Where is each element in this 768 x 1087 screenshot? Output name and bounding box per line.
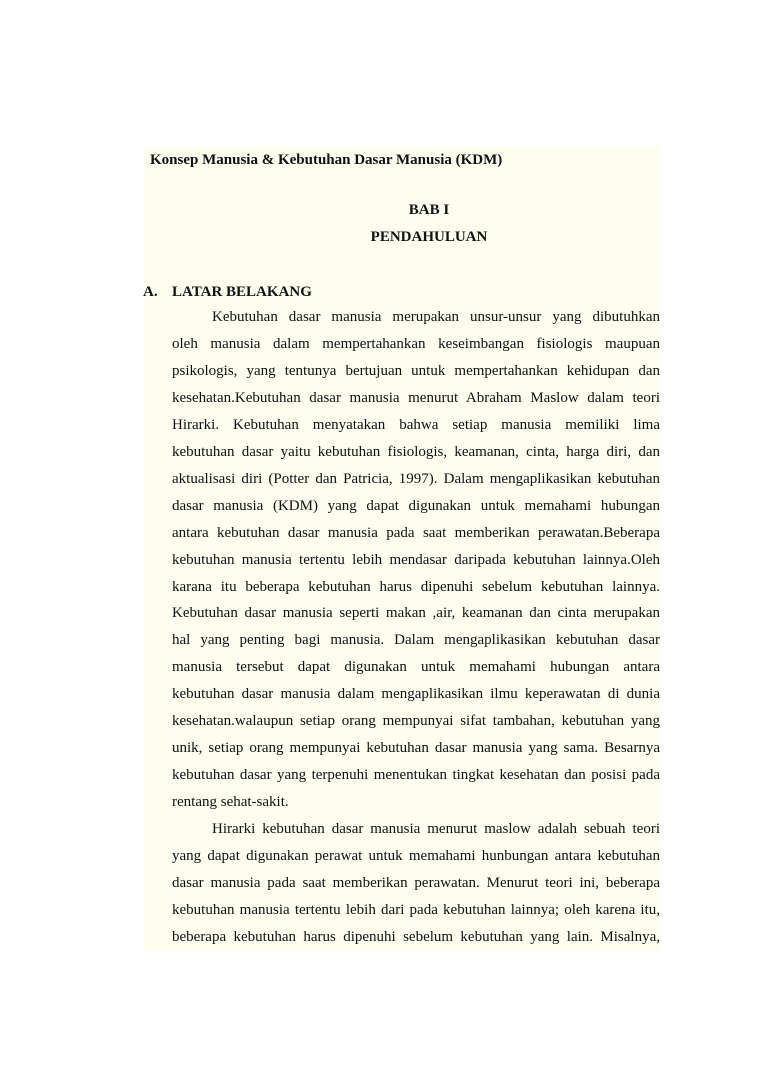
text-line: beberapa kebutuhan harus dipenuhi sebelum kebutuhan yang lain. Misalnya, (172, 928, 660, 945)
chapter-title: PENDAHULUAN (370, 229, 488, 245)
text-line: aktualisasi diri (Potter dan Patricia, 1997). Dalam mengaplikasikan kebutuhan (172, 470, 660, 487)
text-line: kebutuhan dasar yang terpenuhi menentukan tingkat kesehatan dan posisi pada (172, 767, 660, 784)
text-line: dasar manusia pada saat memberikan perawatan. Menurut teori ini, beberapa (172, 875, 660, 892)
text-line: Hirarki. Kebutuhan menyatakan bahwa setiap manusia memiliki lima (172, 416, 660, 433)
text-line: unik, setiap orang mempunyai kebutuhan dasar manusia yang sama. Besarnya (172, 740, 660, 757)
spacer (144, 251, 660, 280)
paragraph-2 (144, 816, 660, 951)
text-line: Kebutuhan dasar manusia seperti makan ,air, keamanan dan cinta merupakan (172, 605, 660, 622)
section-letter: A. (143, 284, 158, 300)
text-line: psikologis, yang tentunya bertujuan untuk mempertahankan kehidupan dan (172, 362, 660, 379)
chapter-number: BAB I (408, 202, 450, 218)
text-line: kebutuhan dasar yaitu kebutuhan fisiologis, keamanan, cinta, harga diri, dan (172, 443, 660, 460)
text-line: Kebutuhan dasar manusia merupakan unsur-unsur yang dibutuhkan (212, 309, 660, 325)
text-line: karana itu beberapa kebutuhan harus dipenuhi sebelum kebutuhan lainnya. (172, 578, 660, 595)
text-line: kebutuhan manusia tertentu lebih mendasar daripada kebutuhan lainnya.Oleh (172, 551, 660, 568)
text-line: dasar manusia (KDM) yang dapat digunakan untuk memahami hubungan (172, 497, 660, 514)
document-page (144, 146, 660, 951)
text-line: antara kebutuhan dasar manusia pada saat memberikan perawatan.Beberapa (172, 524, 660, 541)
section-heading (144, 280, 660, 304)
text-line: yang dapat digunakan perawat untuk memahami hunbungan antara kebutuhan (172, 848, 660, 865)
text-line: Hirarki kebutuhan dasar manusia menurut maslow adalah sebuah teori (212, 821, 660, 838)
document-title: Konsep Manusia & Kebutuhan Dasar Manusia (KDM) (150, 152, 503, 168)
text-line: manusia tersebut dapat digunakan untuk memahami hubungan antara (172, 659, 660, 676)
paragraph-1 (144, 304, 660, 816)
text-line: hal yang penting bagi manusia. Dalam mengaplikasikan kebutuhan dasar (172, 632, 660, 649)
text-line: kesehatan.Kebutuhan dasar manusia menurut Abraham Maslow dalam teori (172, 389, 660, 406)
text-line: kebutuhan dasar manusia dalam mengaplikasikan ilmu keperawatan di dunia (172, 686, 660, 703)
text-line: kesehatan.walaupun setiap orang mempunyai sifat tambahan, kebutuhan yang (172, 713, 660, 730)
section-title: LATAR BELAKANG (172, 284, 312, 300)
text-line: kebutuhan manusia tertentu lebih dari pada kebutuhan lainnya; oleh karena itu, (172, 901, 660, 918)
spacer (144, 173, 660, 197)
text-line: rentang sehat-sakit. (172, 794, 289, 811)
text-line: oleh manusia dalam mempertahankan keseimbangan fisiologis maupuan (172, 335, 660, 352)
